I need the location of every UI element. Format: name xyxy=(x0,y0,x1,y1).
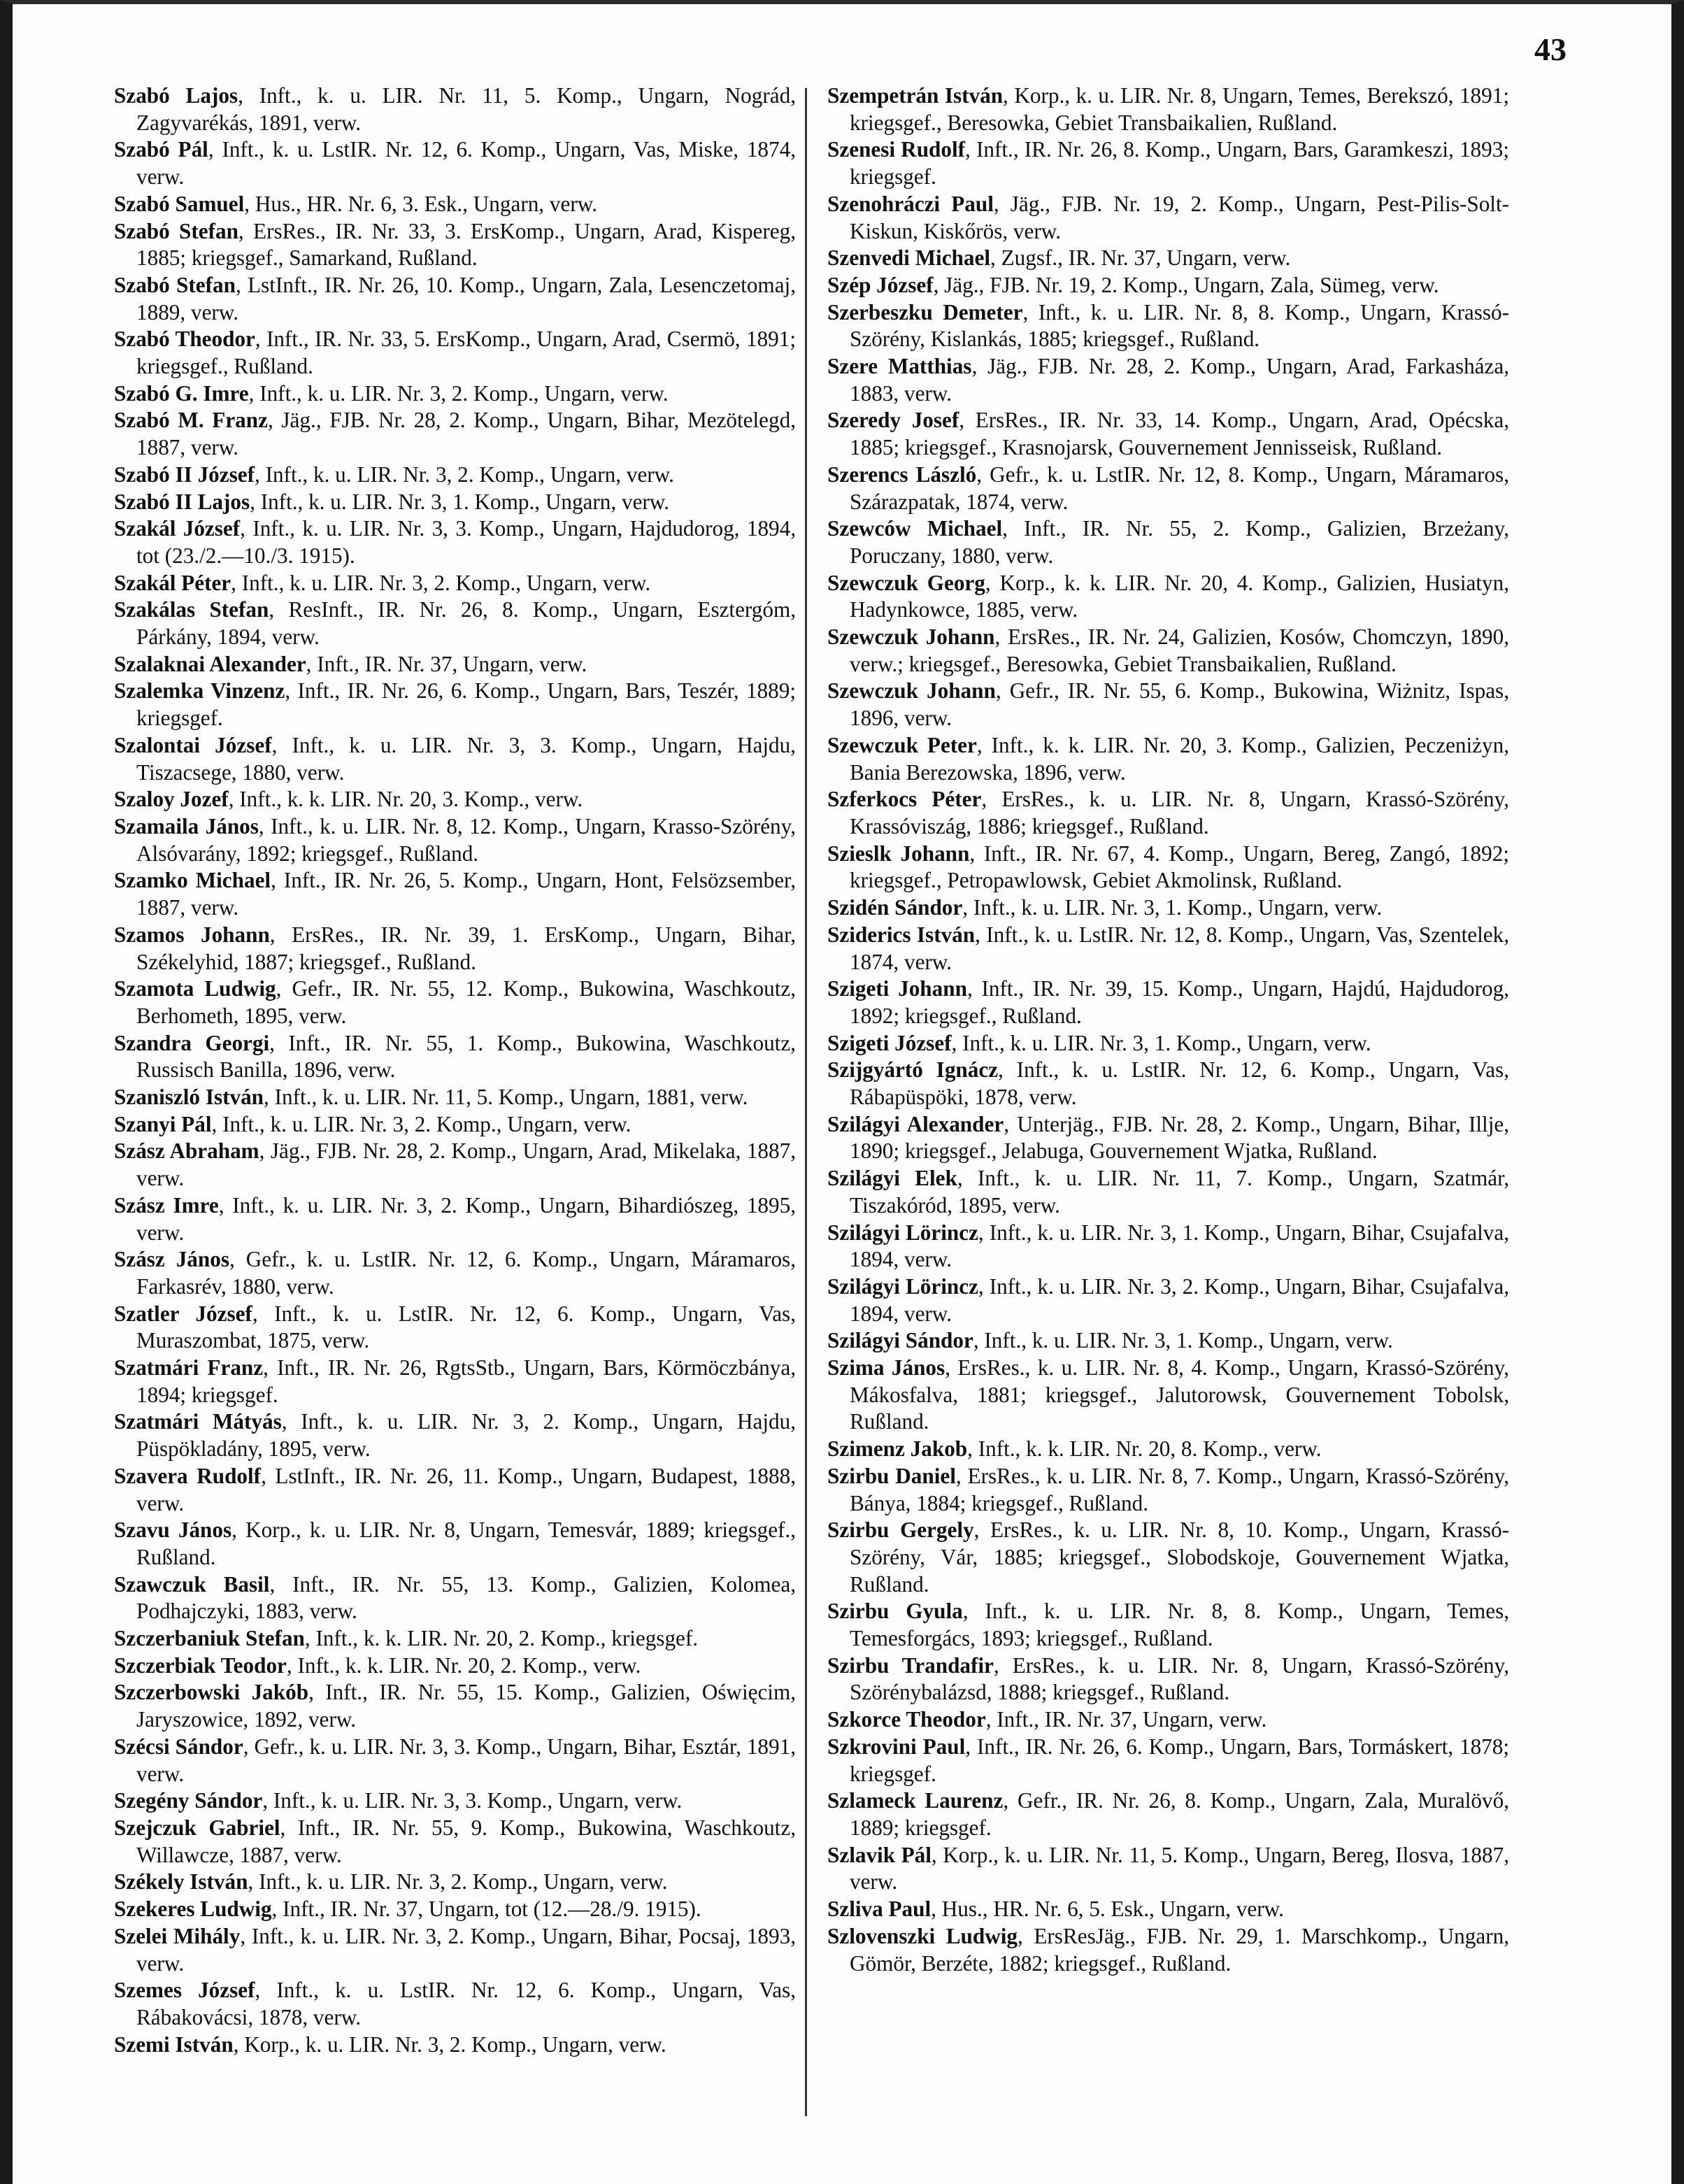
entry-details: Inft., IR. Nr. 55, 9. Komp., Bukowina, Waschkoutz, Willawcze, 1887, verw. xyxy=(136,1815,796,1867)
entry-details: Zugsf., IR. Nr. 37, Ungarn, verw. xyxy=(1001,245,1291,271)
list-entry: Szamota Ludwig, Gefr., IR. Nr. 55, 12. Komp., Bukowina, Waschkoutz, Berhometh, 1895, verw. xyxy=(114,976,797,1028)
entry-details: Inft., IR. Nr. 55, 2. Komp., Galizien, Brzeżany, Poruczany, 1880, verw. xyxy=(850,516,1509,568)
list-entry: Szerbeszku Demeter, Inft., k. u. LIR. Nr. 8, 8. Komp., Ungarn, Krassó-Szörény, Kislankás, 1885; kriegsgef., Rußland. xyxy=(827,299,1509,352)
list-entry: Szabó G. Imre, Inft., k. u. LIR. Nr. 3, 2. Komp., Ungarn, verw. xyxy=(114,380,669,406)
entry-details: Inft., IR. Nr. 26, 8. Komp., Ungarn, Bars, Garamkeszi, 1893; kriegsgef. xyxy=(850,137,1509,190)
entry-details: Inft., k. u. LIR. Nr. 3, 1. Komp., Ungarn, verw. xyxy=(973,895,1383,920)
entry-details: Korp., k. u. LIR. Nr. 3, 2. Komp., Ungarn, verw. xyxy=(244,2032,666,2057)
entry-details: Inft., k. k. LIR. Nr. 20, 2. Komp., verw. xyxy=(297,1653,641,1678)
list-entry: Szirbu Daniel, ErsRes., k. u. LIR. Nr. 8, 7. Komp., Ungarn, Krassó-Szörény, Bánya, 1884; kriegsgef., Rußland. xyxy=(827,1463,1509,1515)
list-entry: Szima János, ErsRes., k. u. LIR. Nr. 8, 4. Komp., Ungarn, Krassó-Szörény, Mákosfalva, 1881; kriegsgef., Jalutorowsk, Gouvernement Tobolsk, Rußland. xyxy=(827,1355,1509,1434)
entry-details: Korp., k. k. LIR. Nr. 20, 4. Komp., Galizien, Husiatyn, Hadynkowce, 1885, verw. xyxy=(850,570,1510,622)
entry-name: Szilágyi Lörincz xyxy=(827,1220,978,1245)
entry-name: Szlameck Laurenz xyxy=(827,1788,1004,1813)
entry-details: Inft., IR. Nr. 26, 6. Komp., Ungarn, Bars, Teszér, 1889; kriegsgef. xyxy=(136,678,797,731)
entry-name: Szamos Johann xyxy=(114,922,270,947)
list-entry: Szabó Lajos, Inft., k. u. LIR. Nr. 11, 5. Komp., Ungarn, Nográd, Zagyvarékás, 1891, verw. xyxy=(114,83,796,135)
entry-details: Inft., IR. Nr. 26, RgtsStb., Ungarn, Bars, Körmöczbánya, 1894; kriegsgef. xyxy=(136,1355,797,1407)
entry-details: Inft., k. u. LIR. Nr. 3, 2. Komp., Ungarn, Bihar, Pocsaj, 1893, verw. xyxy=(136,1923,796,1976)
entry-name: Szabó Lajos xyxy=(114,83,238,108)
list-entry: Szewców Michael, Inft., IR. Nr. 55, 2. Komp., Galizien, Brzeżany, Poruczany, 1880, verw. xyxy=(827,516,1509,568)
list-entry: Szilágyi Elek, Inft., k. u. LIR. Nr. 11, 7. Komp., Ungarn, Szatmár, Tiszakóród, 1895, verw. xyxy=(827,1166,1509,1218)
entry-name: Szanyi Pál xyxy=(114,1111,212,1136)
list-entry: Szabó Pál, Inft., k. u. LstIR. Nr. 12, 6. Komp., Ungarn, Vas, Miske, 1874, verw. xyxy=(114,137,797,190)
entry-details: Inft., k. u. LIR. Nr. 3, 1. Komp., Ungarn, Bihar, Csujafalva, 1894, verw. xyxy=(850,1220,1509,1272)
entry-details: Inft., IR. Nr. 55, 15. Komp., Galizien, Oświęcim, Jaryszowice, 1892, verw. xyxy=(136,1680,797,1732)
entry-name: Szakál József xyxy=(114,516,241,541)
entry-details: Gefr., k. u. LIR. Nr. 3, 3. Komp., Ungarn, Bihar, Esztár, 1891, verw. xyxy=(136,1734,796,1786)
entry-name: Szabó II József xyxy=(114,462,255,487)
entry-name: Szenvedi Michael xyxy=(827,245,991,271)
entry-name: Szczerbowski Jakób xyxy=(114,1680,309,1705)
entry-name: Szamko Michael xyxy=(114,868,271,893)
list-entry: Szatmári Franz, Inft., IR. Nr. 26, RgtsStb., Ungarn, Bars, Körmöczbánya, 1894; kriegsgef. xyxy=(114,1355,797,1407)
list-entry: Szakál Péter, Inft., k. u. LIR. Nr. 3, 2. Komp., Ungarn, verw. xyxy=(114,570,651,595)
list-entry: Szerencs László, Gefr., k. u. LstIR. Nr. 12, 8. Komp., Ungarn, Máramaros, Szárazpatak, 1874, verw. xyxy=(827,462,1509,514)
entry-details: ErsRes., IR. Nr. 24, Galizien, Kosów, Chomczyn, 1890, verw.; kriegsgef., Beresowka, Gebiet Transbaikalien, Rußland. xyxy=(850,624,1509,676)
list-entry: Szekeres Ludwig, Inft., IR. Nr. 37, Ungarn, tot (12.—28./9. 1915). xyxy=(114,1897,701,1922)
entry-details: Jäg., FJB. Nr. 19, 2. Komp., Ungarn, Pest-Pilis-Solt-Kiskun, Kiskőrös, verw. xyxy=(850,191,1510,243)
list-entry: Szilágyi Lörincz, Inft., k. u. LIR. Nr. 3, 1. Komp., Ungarn, Bihar, Csujafalva, 1894, verw. xyxy=(827,1220,1509,1272)
list-entry: Szakál József, Inft., k. u. LIR. Nr. 3, 3. Komp., Ungarn, Hajdudorog, 1894, tot (23./2.—10./3. 1915). xyxy=(114,516,797,568)
list-entry: Szenesi Rudolf, Inft., IR. Nr. 26, 8. Komp., Ungarn, Bars, Garamkeszi, 1893; kriegsgef. xyxy=(827,137,1509,190)
entry-details: Inft., IR. Nr. 37, Ungarn, verw. xyxy=(317,651,587,676)
list-entry: Szabó Stefan, ErsRes., IR. Nr. 33, 3. ErsKomp., Ungarn, Arad, Kispereg, 1885; kriegsgef., Samarkand, Rußland. xyxy=(114,218,796,271)
entry-name: Szirbu Gyula xyxy=(827,1599,963,1624)
list-entry: Szamko Michael, Inft., IR. Nr. 26, 5. Komp., Ungarn, Hont, Felsözsember, 1887, verw. xyxy=(114,868,796,920)
entry-details: Inft., k. u. LstIR. Nr. 12, 8. Komp., Ungarn, Vas, Szentelek, 1874, verw. xyxy=(850,922,1509,974)
entry-details: Inft., k. u. LIR. Nr. 3, 2. Komp., Ungarn, Bihar, Csujafalva, 1894, verw. xyxy=(850,1273,1509,1326)
entry-name: Szavera Rudolf xyxy=(114,1463,262,1488)
list-entry: Székely István, Inft., k. u. LIR. Nr. 3, 2. Komp., Ungarn, verw. xyxy=(114,1869,668,1894)
entry-name: Szilágyi Elek xyxy=(827,1166,957,1191)
entry-name: Szenesi Rudolf xyxy=(827,137,966,162)
list-entry: Szász Abraham, Jäg., FJB. Nr. 28, 2. Komp., Ungarn, Arad, Mikelaka, 1887, verw. xyxy=(114,1139,796,1191)
entry-name: Szatmári Mátyás xyxy=(114,1409,282,1434)
list-entry: Szász János, Gefr., k. u. LstIR. Nr. 12, 6. Komp., Ungarn, Máramaros, Farkasrév, 1880, verw. xyxy=(114,1247,796,1299)
entry-name: Szelei Mihály xyxy=(114,1923,241,1948)
entry-details: ErsRes., IR. Nr. 33, 14. Komp., Ungarn, Arad, Opécska, 1885; kriegsgef., Krasnojarsk, Gouvernement Jennisseisk, Rußland. xyxy=(850,408,1509,460)
entry-name: Szewczuk Georg xyxy=(827,570,985,595)
entry-details: Jäg., FJB. Nr. 28, 2. Komp., Ungarn, Arad, Mikelaka, 1887, verw. xyxy=(136,1139,796,1191)
list-entry: Szieslk Johann, Inft., IR. Nr. 67, 4. Komp., Ungarn, Bereg, Zangó, 1892; kriegsgef., Petropawlowsk, Gebiet Akmolinsk, Rußland. xyxy=(827,841,1509,893)
entry-details: Gefr., k. u. LstIR. Nr. 12, 8. Komp., Ungarn, Máramaros, Szárazpatak, 1874, verw. xyxy=(850,462,1509,514)
entry-details: ErsRes., IR. Nr. 33, 3. ErsKomp., Ungarn, Arad, Kispereg, 1885; kriegsgef., Samarkand, Rußland. xyxy=(136,218,796,271)
list-entry: Szabó II József, Inft., k. u. LIR. Nr. 3, 2. Komp., Ungarn, verw. xyxy=(114,462,674,487)
entry-details: Inft., IR. Nr. 26, 6. Komp., Ungarn, Bars, Tormáskert, 1878; kriegsgef. xyxy=(850,1734,1510,1786)
list-entry: Szép József, Jäg., FJB. Nr. 19, 2. Komp., Ungarn, Zala, Sümeg, verw. xyxy=(827,272,1439,297)
column-divider xyxy=(805,88,807,2116)
entry-name: Szlovenszki Ludwig xyxy=(827,1923,1018,1948)
entry-name: Szilágyi Alexander xyxy=(827,1111,1004,1136)
list-entry: Szenohráczi Paul, Jäg., FJB. Nr. 19, 2. Komp., Ungarn, Pest-Pilis-Solt-Kiskun, Kiskőrös, verw. xyxy=(827,191,1510,243)
entry-name: Szavu János xyxy=(114,1518,232,1543)
list-entry: Szanyi Pál, Inft., k. u. LIR. Nr. 3, 2. Komp., Ungarn, verw. xyxy=(114,1111,632,1136)
list-entry: Szaloy Jozef, Inft., k. k. LIR. Nr. 20, 3. Komp., verw. xyxy=(114,787,583,812)
list-entry: Szewczuk Johann, ErsRes., IR. Nr. 24, Galizien, Kosów, Chomczyn, 1890, verw.; kriegsgef., Beresowka, Gebiet Transbaikalien, Rußland. xyxy=(827,624,1509,676)
list-entry: Szewczuk Georg, Korp., k. k. LIR. Nr. 20, 4. Komp., Galizien, Husiatyn, Hadynkowce, 1885, verw. xyxy=(827,570,1510,622)
list-entry: Szavera Rudolf, LstInft., IR. Nr. 26, 11. Komp., Ungarn, Budapest, 1888, verw. xyxy=(114,1463,797,1515)
entry-details: ErsRes., k. u. LIR. Nr. 8, 7. Komp., Ungarn, Krassó-Szörény, Bánya, 1884; kriegsgef., Rußland. xyxy=(850,1463,1509,1515)
entry-details: Inft., k. u. LIR. Nr. 3, 3. Komp., Ungarn, verw. xyxy=(273,1788,683,1813)
entry-details: Korp., k. u. LIR. Nr. 11, 5. Komp., Ungarn, Bereg, Ilosva, 1887, verw. xyxy=(850,1842,1510,1894)
entry-name: Szaloy Jozef xyxy=(114,787,229,812)
entry-details: Inft., k. u. LIR. Nr. 3, 1. Komp., Ungarn, verw. xyxy=(984,1328,1393,1353)
entry-details: LstInft., IR. Nr. 26, 10. Komp., Ungarn, Zala, Lesenczetomaj, 1889, verw. xyxy=(136,272,796,324)
list-entry: Szamos Johann, ErsRes., IR. Nr. 39, 1. ErsKomp., Ungarn, Bihar, Székelyhid, 1887; kriegsgef., Rußland. xyxy=(114,922,797,974)
entry-name: Szász János xyxy=(114,1247,229,1272)
entry-details: Inft., k. u. LIR. Nr. 3, 1. Komp., Ungarn, verw. xyxy=(260,489,670,514)
list-entry: Szczerbaniuk Stefan, Inft., k. k. LIR. Nr. 20, 2. Komp., kriegsgef. xyxy=(114,1626,699,1651)
entry-name: Szliva Paul xyxy=(827,1897,932,1922)
entry-details: Inft., k. u. LIR. Nr. 8, 12. Komp., Ungarn, Krasso-Szörény, Alsóvarány, 1892; kriegsgef., Rußland. xyxy=(136,813,796,866)
list-entry: Szkorce Theodor, Inft., IR. Nr. 37, Ungarn, verw. xyxy=(827,1707,1267,1732)
entry-details: Gefr., IR. Nr. 55, 6. Komp., Bukowina, Wiżnitz, Ispas, 1896, verw. xyxy=(850,678,1509,731)
entry-details: Inft., k. u. LIR. Nr. 3, 1. Komp., Ungarn, verw. xyxy=(962,1030,1371,1055)
entry-details: Gefr., k. u. LstIR. Nr. 12, 6. Komp., Ungarn, Máramaros, Farkasrév, 1880, verw. xyxy=(136,1247,796,1299)
entry-name: Szaniszló István xyxy=(114,1085,264,1110)
entry-name: Szabó G. Imre xyxy=(114,380,249,406)
entry-details: Inft., k. u. LstIR. Nr. 12, 6. Komp., Ungarn, Vas, Rábakovácsi, 1878, verw. xyxy=(136,1978,796,2029)
entry-name: Szerencs László xyxy=(827,462,977,487)
entry-name: Szakálas Stefan xyxy=(114,597,269,622)
list-entry: Szilágyi Sándor, Inft., k. u. LIR. Nr. 3, 1. Komp., Ungarn, verw. xyxy=(827,1328,1393,1353)
list-entry: Szempetrán István, Korp., k. u. LIR. Nr. 8, Ungarn, Temes, Berekszó, 1891; kriegsgef., Beresowka, Gebiet Transbaikalien, Rußland. xyxy=(827,83,1509,135)
list-entry: Szalontai József, Inft., k. u. LIR. Nr. 3, 3. Komp., Ungarn, Hajdu, Tiszacsege, 1880, verw. xyxy=(114,732,796,785)
list-entry: Szabó M. Franz, Jäg., FJB. Nr. 28, 2. Komp., Ungarn, Bihar, Mezötelegd, 1887, verw. xyxy=(114,408,796,460)
entry-name: Szécsi Sándor xyxy=(114,1734,243,1759)
entry-name: Szirbu Trandafir xyxy=(827,1653,994,1678)
list-entry: Szferkocs Péter, ErsRes., k. u. LIR. Nr. 8, Ungarn, Krassó-Szörény, Krassóviszág, 1886; kriegsgef., Rußland. xyxy=(827,787,1510,838)
entry-name: Szidén Sándor xyxy=(827,895,963,920)
entry-details: ErsRes., k. u. LIR. Nr. 8, Ungarn, Krassó-Szörény, Szörénybalázsd, 1888; kriegsgef., Rußland. xyxy=(850,1653,1509,1705)
list-entry: Szijgyártó Ignácz, Inft., k. u. LstIR. Nr. 12, 6. Komp., Ungarn, Vas, Rábapüspöki, 1878, verw. xyxy=(827,1057,1509,1110)
list-entry: Szliva Paul, Hus., HR. Nr. 6, 5. Esk., Ungarn, verw. xyxy=(827,1897,1284,1922)
entry-name: Szczerbaniuk Stefan xyxy=(114,1626,305,1651)
list-entry: Szilágyi Alexander, Unterjäg., FJB. Nr. 28, 2. Komp., Ungarn, Bihar, Illje, 1890; kriegsgef., Jelabuga, Gouvernement Wjatka, Rußland. xyxy=(827,1111,1509,1164)
entry-name: Szejczuk Gabriel xyxy=(114,1815,280,1840)
entry-name: Szegény Sándor xyxy=(114,1788,263,1813)
entry-details: Jäg., FJB. Nr. 28, 2. Komp., Ungarn, Arad, Farkasháza, 1883, verw. xyxy=(850,354,1510,406)
list-entry: Szeredy Josef, ErsRes., IR. Nr. 33, 14. Komp., Ungarn, Arad, Opécska, 1885; kriegsgef., Krasnojarsk, Gouvernement Jennisseisk, Rußland. xyxy=(827,408,1509,460)
entry-details: Inft., IR. Nr. 67, 4. Komp., Ungarn, Bereg, Zangó, 1892; kriegsgef., Petropawlowsk, Gebiet Akmolinsk, Rußland. xyxy=(850,841,1509,893)
entry-details: Korp., k. u. LIR. Nr. 8, Ungarn, Temesvár, 1889; kriegsgef., Rußland. xyxy=(136,1518,797,1569)
list-entry: Szirbu Trandafir, ErsRes., k. u. LIR. Nr. 8, Ungarn, Krassó-Szörény, Szörénybalázsd, 1888; kriegsgef., Rußland. xyxy=(827,1653,1509,1705)
list-entry: Szirbu Gyula, Inft., k. u. LIR. Nr. 8, 8. Komp., Ungarn, Temes, Temesforgács, 1893; kriegsgef., Rußland. xyxy=(827,1599,1509,1651)
list-entry: Szabó Theodor, Inft., IR. Nr. 33, 5. ErsKomp., Ungarn, Arad, Csermö, 1891; kriegsgef., Rußland. xyxy=(114,327,796,379)
entry-details: Unterjäg., FJB. Nr. 28, 2. Komp., Ungarn, Bihar, Illje, 1890; kriegsgef., Jelabuga, Gouvernement Wjatka, Rußland. xyxy=(850,1111,1509,1164)
list-entry: Szlameck Laurenz, Gefr., IR. Nr. 26, 8. Komp., Ungarn, Zala, Muralövő, 1889; kriegsgef. xyxy=(827,1788,1509,1840)
list-entry: Szirbu Gergely, ErsRes., k. u. LIR. Nr. 8, 10. Komp., Ungarn, Krassó-Szörény, Vár, 1885; kriegsgef., Slobodskoje, Gouvernement Wjatka, Rußland. xyxy=(827,1518,1509,1597)
entry-name: Szalontai József xyxy=(114,732,272,757)
entry-name: Szalemka Vinzenz xyxy=(114,678,285,704)
entry-details: Gefr., IR. Nr. 26, 8. Komp., Ungarn, Zala, Muralövő, 1889; kriegsgef. xyxy=(850,1788,1509,1840)
entry-name: Szabó Stefan xyxy=(114,218,238,243)
entry-name: Szewczuk Johann xyxy=(827,624,995,650)
entry-details: Inft., k. u. LIR. Nr. 11, 7. Komp., Ungarn, Szatmár, Tiszakóród, 1895, verw. xyxy=(850,1166,1509,1218)
entry-details: Inft., k. u. LIR. Nr. 3, 2. Komp., Ungarn, verw. xyxy=(259,1869,668,1894)
entry-name: Szewców Michael xyxy=(827,516,1003,541)
list-entry: Szidén Sándor, Inft., k. u. LIR. Nr. 3, 1. Komp., Ungarn, verw. xyxy=(827,895,1383,920)
entry-details: ResInft., IR. Nr. 26, 8. Komp., Ungarn, Esztergóm, Párkány, 1894, verw. xyxy=(136,597,796,650)
list-entry: Szelei Mihály, Inft., k. u. LIR. Nr. 3, 2. Komp., Ungarn, Bihar, Pocsaj, 1893, verw. xyxy=(114,1923,796,1976)
list-entry: Szigeti Johann, Inft., IR. Nr. 39, 15. Komp., Ungarn, Hajdú, Hajdudorog, 1892; kriegsgef., Rußland. xyxy=(827,976,1509,1028)
entry-name: Szirbu Gergely xyxy=(827,1518,974,1543)
entry-details: Inft., IR. Nr. 37, Ungarn, verw. xyxy=(997,1707,1267,1732)
list-entry: Szabó Samuel, Hus., HR. Nr. 6, 3. Esk., Ungarn, verw. xyxy=(114,191,598,216)
entry-name: Szigeti Johann xyxy=(827,976,967,1001)
entry-details: Jäg., FJB. Nr. 19, 2. Komp., Ungarn, Zala, Sümeg, verw. xyxy=(944,272,1439,297)
list-entry: Szalaknai Alexander, Inft., IR. Nr. 37, Ungarn, verw. xyxy=(114,651,587,676)
list-entry: Szilágyi Lörincz, Inft., k. u. LIR. Nr. 3, 2. Komp., Ungarn, Bihar, Csujafalva, 1894, verw. xyxy=(827,1273,1509,1326)
entry-name: Szilágyi Sándor xyxy=(827,1328,973,1353)
entry-details: ErsRes., k. u. LIR. Nr. 8, 4. Komp., Ungarn, Krassó-Szörény, Mákosfalva, 1881; kriegsgef., Jalutorowsk, Gouvernement Tobolsk, Rußland. xyxy=(850,1355,1509,1434)
list-entry: Szatmári Mátyás, Inft., k. u. LIR. Nr. 3, 2. Komp., Ungarn, Hajdu, Püspökladány, 1895, verw. xyxy=(114,1409,796,1462)
entry-name: Szempetrán István xyxy=(827,83,1004,108)
entry-name: Szatmári Franz xyxy=(114,1355,264,1380)
entry-name: Szalaknai Alexander xyxy=(114,651,306,676)
entry-name: Szczerbiak Teodor xyxy=(114,1653,287,1678)
list-entry: Szewczuk Peter, Inft., k. k. LIR. Nr. 20, 3. Komp., Galizien, Peczeniżyn, Bania Berezowska, 1896, verw. xyxy=(827,732,1509,785)
entry-name: Szirbu Daniel xyxy=(827,1463,956,1488)
list-entry: Szegény Sándor, Inft., k. u. LIR. Nr. 3, 3. Komp., Ungarn, verw. xyxy=(114,1788,683,1813)
entry-details: Inft., k. u. LIR. Nr. 8, 8. Komp., Ungarn, Temes, Temesforgács, 1893; kriegsgef., Rußland. xyxy=(850,1599,1509,1651)
entry-details: Inft., k. u. LIR. Nr. 3, 3. Komp., Ungarn, Hajdu, Tiszacsege, 1880, verw. xyxy=(136,732,796,785)
entry-name: Szabó Pál xyxy=(114,137,208,162)
list-entry: Szatler József, Inft., k. u. LstIR. Nr. 12, 6. Komp., Ungarn, Vas, Muraszombat, 1875, verw. xyxy=(114,1301,796,1353)
entry-details: Inft., k. k. LIR. Nr. 20, 3. Komp., verw. xyxy=(239,787,583,812)
list-entry: Szakálas Stefan, ResInft., IR. Nr. 26, 8. Komp., Ungarn, Esztergóm, Párkány, 1894, verw. xyxy=(114,597,796,650)
entry-details: Inft., k. u. LstIR. Nr. 12, 6. Komp., Ungarn, Vas, Muraszombat, 1875, verw. xyxy=(136,1301,796,1353)
list-entry: Szalemka Vinzenz, Inft., IR. Nr. 26, 6. Komp., Ungarn, Bars, Teszér, 1889; kriegsgef. xyxy=(114,678,797,731)
left-column xyxy=(114,83,796,2058)
entry-name: Szeredy Josef xyxy=(827,408,959,433)
entry-name: Szabó Theodor xyxy=(114,327,255,352)
entry-name: Szigeti József xyxy=(827,1030,952,1055)
entry-name: Sziderics István xyxy=(827,922,976,947)
list-entry: Szabó II Lajos, Inft., k. u. LIR. Nr. 3, 1. Komp., Ungarn, verw. xyxy=(114,489,670,514)
list-entry: Szamaila János, Inft., k. u. LIR. Nr. 8, 12. Komp., Ungarn, Krasso-Szörény, Alsóvarány, 1892; kriegsgef., Rußland. xyxy=(114,813,796,866)
entry-name: Szép József xyxy=(827,272,934,297)
entry-name: Szkrovini Paul xyxy=(827,1734,966,1759)
list-entry: Szejczuk Gabriel, Inft., IR. Nr. 55, 9. Komp., Bukowina, Waschkoutz, Willawcze, 1887, verw. xyxy=(114,1815,796,1867)
entry-details: Inft., IR. Nr. 55, 13. Komp., Galizien, Kolomea, Podhajczyki, 1883, verw. xyxy=(136,1571,796,1624)
list-entry: Szandra Georgi, Inft., IR. Nr. 55, 1. Komp., Bukowina, Waschkoutz, Russisch Banilla, 1896, verw. xyxy=(114,1030,796,1083)
entry-details: Inft., k. k. LIR. Nr. 20, 3. Komp., Galizien, Peczeniżyn, Bania Berezowska, 1896, verw. xyxy=(850,732,1509,785)
entry-details: Inft., k. u. LIR. Nr. 3, 2. Komp., Ungarn, verw. xyxy=(265,462,674,487)
entry-details: Inft., k. u. LIR. Nr. 3, 2. Komp., Ungarn, Hajdu, Püspökladány, 1895, verw. xyxy=(136,1409,796,1462)
entry-details: Inft., k. u. LIR. Nr. 3, 2. Komp., Ungarn, verw. xyxy=(241,570,651,595)
entry-name: Szkorce Theodor xyxy=(827,1707,986,1732)
entry-name: Szandra Georgi xyxy=(114,1030,270,1055)
entry-details: Inft., k. u. LstIR. Nr. 12, 6. Komp., Ungarn, Vas, Rábapüspöki, 1878, verw. xyxy=(850,1057,1509,1110)
entry-name: Szferkocs Péter xyxy=(827,787,982,812)
entry-name: Szerbeszku Demeter xyxy=(827,299,1023,324)
entry-name: Szekeres Ludwig xyxy=(114,1897,272,1922)
page-number: 43 xyxy=(1534,31,1567,67)
list-entry: Szawczuk Basil, Inft., IR. Nr. 55, 13. Komp., Galizien, Kolomea, Podhajczyki, 1883, verw. xyxy=(114,1571,796,1624)
entry-name: Szamaila János xyxy=(114,813,259,838)
list-entry: Szécsi Sándor, Gefr., k. u. LIR. Nr. 3, 3. Komp., Ungarn, Bihar, Esztár, 1891, verw. xyxy=(114,1734,796,1786)
right-column xyxy=(827,83,1509,1977)
entry-name: Szima János xyxy=(827,1355,946,1380)
list-entry: Szász Imre, Inft., k. u. LIR. Nr. 3, 2. Komp., Ungarn, Bihardiószeg, 1895, verw. xyxy=(114,1192,797,1245)
entry-details: Inft., k. u. LIR. Nr. 3, 2. Komp., Ungarn, Bihardiószeg, 1895, verw. xyxy=(136,1192,797,1245)
list-entry: Szere Matthias, Jäg., FJB. Nr. 28, 2. Komp., Ungarn, Arad, Farkasháza, 1883, verw. xyxy=(827,354,1510,406)
entry-details: LstInft., IR. Nr. 26, 11. Komp., Ungarn, Budapest, 1888, verw. xyxy=(136,1463,797,1515)
entry-name: Székely István xyxy=(114,1869,248,1894)
entry-details: Inft., k. u. LIR. Nr. 11, 5. Komp., Ungarn, Nográd, Zagyvarékás, 1891, verw. xyxy=(136,83,796,135)
entry-details: Hus., HR. Nr. 6, 5. Esk., Ungarn, verw. xyxy=(941,1897,1284,1922)
list-entry: Szigeti József, Inft., k. u. LIR. Nr. 3, 1. Komp., Ungarn, verw. xyxy=(827,1030,1371,1055)
entry-details: Gefr., IR. Nr. 55, 12. Komp., Bukowina, Waschkoutz, Berhometh, 1895, verw. xyxy=(136,976,797,1028)
entry-details: Inft., IR. Nr. 33, 5. ErsKomp., Ungarn, Arad, Csermö, 1891; kriegsgef., Rußland. xyxy=(136,327,796,379)
list-entry: Szimenz Jakob, Inft., k. k. LIR. Nr. 20, 8. Komp., verw. xyxy=(827,1436,1322,1462)
list-entry: Szlovenszki Ludwig, ErsResJäg., FJB. Nr. 29, 1. Marschkomp., Ungarn, Gömör, Berzéte, 1882; kriegsgef., Rußland. xyxy=(827,1923,1509,1976)
entry-details: ErsRes., k. u. LIR. Nr. 8, Ungarn, Krassó-Szörény, Krassóviszág, 1886; kriegsgef., Rußland. xyxy=(850,787,1510,838)
list-entry: Szewczuk Johann, Gefr., IR. Nr. 55, 6. Komp., Bukowina, Wiżnitz, Ispas, 1896, verw. xyxy=(827,678,1509,731)
entry-details: Inft., k. u. LIR. Nr. 8, 8. Komp., Ungarn, Krassó-Szörény, Kislankás, 1885; kriegsgef., Rußland. xyxy=(850,299,1509,352)
entry-name: Szilágyi Lörincz xyxy=(827,1273,978,1299)
list-entry: Szkrovini Paul, Inft., IR. Nr. 26, 6. Komp., Ungarn, Bars, Tormáskert, 1878; kriegsgef. xyxy=(827,1734,1510,1786)
list-entry: Szenvedi Michael, Zugsf., IR. Nr. 37, Ungarn, verw. xyxy=(827,245,1291,271)
entry-name: Szere Matthias xyxy=(827,354,972,379)
entry-name: Szenohráczi Paul xyxy=(827,191,994,216)
entry-name: Szabó Stefan xyxy=(114,272,236,297)
entry-details: Hus., HR. Nr. 6, 3. Esk., Ungarn, verw. xyxy=(255,191,598,216)
entry-name: Szemi István xyxy=(114,2032,234,2057)
entry-name: Szatler József xyxy=(114,1301,252,1326)
entry-details: Inft., k. k. LIR. Nr. 20, 8. Komp., verw. xyxy=(978,1436,1322,1462)
entry-name: Szijgyártó Ignácz xyxy=(827,1057,999,1083)
list-entry: Sziderics István, Inft., k. u. LstIR. Nr. 12, 8. Komp., Ungarn, Vas, Szentelek, 1874, verw. xyxy=(827,922,1509,974)
list-entry: Szaniszló István, Inft., k. u. LIR. Nr. 11, 5. Komp., Ungarn, 1881, verw. xyxy=(114,1085,748,1110)
entry-name: Szamota Ludwig xyxy=(114,976,276,1001)
entry-details: Inft., k. u. LIR. Nr. 3, 3. Komp., Ungarn, Hajdudorog, 1894, tot (23./2.—10./3. 1915). xyxy=(136,516,797,568)
entry-name: Szlavik Pál xyxy=(827,1842,932,1867)
entry-name: Szawczuk Basil xyxy=(114,1571,270,1597)
entry-name: Szabó II Lajos xyxy=(114,489,250,514)
list-entry: Szavu János, Korp., k. u. LIR. Nr. 8, Ungarn, Temesvár, 1889; kriegsgef., Rußland. xyxy=(114,1518,797,1569)
entry-details: ErsResJäg., FJB. Nr. 29, 1. Marschkomp., Ungarn, Gömör, Berzéte, 1882; kriegsgef., Rußland. xyxy=(850,1923,1509,1976)
entry-details: Jäg., FJB. Nr. 28, 2. Komp., Ungarn, Bihar, Mezötelegd, 1887, verw. xyxy=(136,408,796,460)
list-entry: Szabó Stefan, LstInft., IR. Nr. 26, 10. Komp., Ungarn, Zala, Lesenczetomaj, 1889, verw. xyxy=(114,272,796,324)
entry-name: Szewczuk Johann xyxy=(827,678,996,704)
entry-details: Inft., k. u. LIR. Nr. 11, 5. Komp., Ungarn, 1881, verw. xyxy=(274,1085,748,1110)
entry-details: Inft., k. u. LstIR. Nr. 12, 6. Komp., Ungarn, Vas, Miske, 1874, verw. xyxy=(136,137,797,190)
entry-details: Inft., k. k. LIR. Nr. 20, 2. Komp., kriegsgef. xyxy=(315,1626,699,1651)
entry-details: Inft., IR. Nr. 39, 15. Komp., Ungarn, Hajdú, Hajdudorog, 1892; kriegsgef., Rußland. xyxy=(850,976,1509,1028)
entry-name: Szimenz Jakob xyxy=(827,1436,968,1462)
list-entry: Szczerbowski Jakób, Inft., IR. Nr. 55, 15. Komp., Galizien, Oświęcim, Jaryszowice, 1892, verw. xyxy=(114,1680,797,1732)
entry-details: Inft., IR. Nr. 55, 1. Komp., Bukowina, Waschkoutz, Russisch Banilla, 1896, verw. xyxy=(136,1030,796,1083)
entry-details: ErsRes., k. u. LIR. Nr. 8, 10. Komp., Ungarn, Krassó-Szörény, Vár, 1885; kriegsgef., Slobodskoje, Gouvernement Wjatka, Rußland. xyxy=(850,1518,1509,1597)
entry-details: Korp., k. u. LIR. Nr. 8, Ungarn, Temes, Berekszó, 1891; kriegsgef., Beresowka, Gebiet Transbaikalien, Rußland. xyxy=(850,83,1509,135)
list-entry: Szemi István, Korp., k. u. LIR. Nr. 3, 2. Komp., Ungarn, verw. xyxy=(114,2032,666,2057)
list-entry: Szczerbiak Teodor, Inft., k. k. LIR. Nr. 20, 2. Komp., verw. xyxy=(114,1653,641,1678)
entry-name: Szász Abraham xyxy=(114,1139,259,1164)
entry-details: Inft., IR. Nr. 37, Ungarn, tot (12.—28./9. 1915). xyxy=(283,1897,701,1922)
entry-details: ErsRes., IR. Nr. 39, 1. ErsKomp., Ungarn, Bihar, Székelyhid, 1887; kriegsgef., Rußland. xyxy=(136,922,797,974)
entry-name: Szász Imre xyxy=(114,1192,219,1218)
entry-details: Inft., k. u. LIR. Nr. 3, 2. Komp., Ungarn, verw. xyxy=(222,1111,632,1136)
entry-details: Inft., k. u. LIR. Nr. 3, 2. Komp., Ungarn, verw. xyxy=(259,380,669,406)
entry-name: Szabó M. Franz xyxy=(114,408,268,433)
entry-name: Szewczuk Peter xyxy=(827,732,977,757)
entry-details: Inft., IR. Nr. 26, 5. Komp., Ungarn, Hont, Felsözsember, 1887, verw. xyxy=(136,868,796,920)
entry-name: Szemes József xyxy=(114,1978,255,2003)
entry-name: Szabó Samuel xyxy=(114,191,245,216)
entry-name: Szakál Péter xyxy=(114,570,231,595)
entry-name: Szieslk Johann xyxy=(827,841,970,866)
list-entry: Szemes József, Inft., k. u. LstIR. Nr. 12, 6. Komp., Ungarn, Vas, Rábakovácsi, 1878, verw. xyxy=(114,1978,796,2029)
list-entry: Szlavik Pál, Korp., k. u. LIR. Nr. 11, 5. Komp., Ungarn, Bereg, Ilosva, 1887, verw. xyxy=(827,1842,1510,1894)
